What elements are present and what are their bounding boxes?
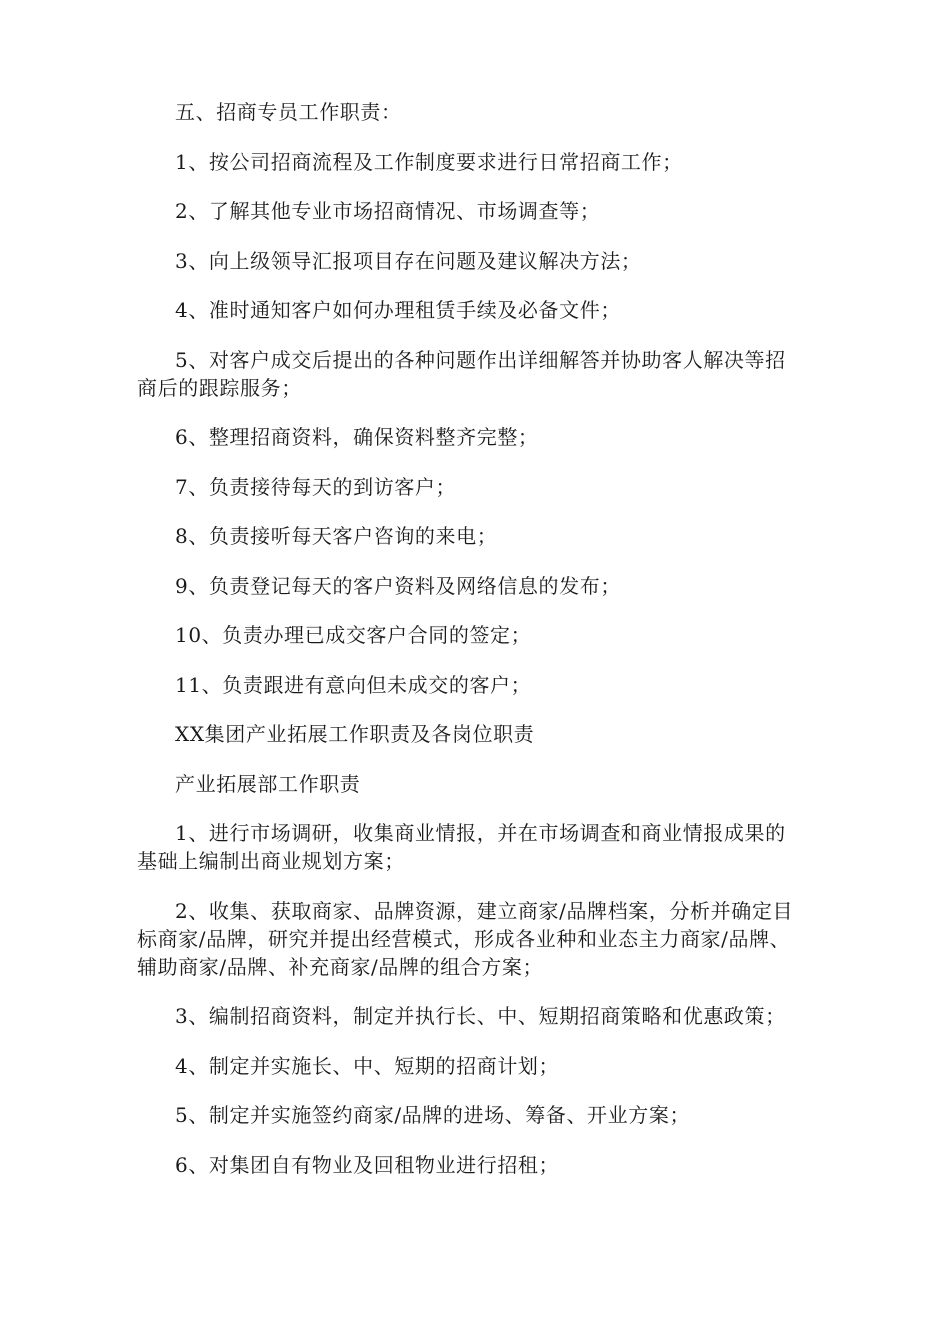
- duty-item: 3、编制招商资料，制定并执行长、中、短期招商策略和优惠政策；: [175, 1004, 786, 1028]
- duty-item: 1、进行市场调研，收集商业情报，并在市场调查和商业情报成果的基础上编制出商业规划方案；: [137, 821, 786, 873]
- duty-item: 8、负责接听每天客户咨询的来电；: [175, 524, 498, 548]
- section-heading-group-expansion: XX集团产业拓展工作职责及各岗位职责: [175, 722, 535, 746]
- duty-item: 4、准时通知客户如何办理租赁手续及必备文件；: [175, 298, 621, 322]
- duty-item: 7、负责接待每天的到访客户；: [175, 474, 457, 499]
- duty-item: 4、制定并实施长、中、短期的招商计划；: [175, 1053, 560, 1078]
- duty-item: 10、负责办理已成交客户合同的签定；: [175, 623, 532, 647]
- duty-item: 6、对集团自有物业及回租物业进行招租；: [175, 1152, 560, 1177]
- document-body: [137, 98, 797, 1200]
- section-heading-expansion-dept: 产业拓展部工作职责: [175, 771, 361, 796]
- duty-item: 2、收集、获取商家、品牌资源，建立商家/品牌档案，分析并确定目标商家/品牌，研究并提出经营模式，形成各业种和业态主力商家/品牌、辅助商家/品牌、补充商家/品牌的组合方案；: [137, 898, 794, 979]
- duty-item: 3、向上级领导汇报项目存在问题及建议解决方法；: [175, 248, 642, 273]
- duty-item: 11、负责跟进有意向但未成交的客户；: [175, 672, 532, 697]
- duty-item: 6、整理招商资料，确保资料整齐完整；: [175, 425, 539, 449]
- duty-item: 9、负责登记每天的客户资料及网络信息的发布；: [175, 573, 621, 598]
- duty-item: 5、对客户成交后提出的各种问题作出详细解答并协助客人解决等招商后的跟踪服务；: [137, 347, 786, 400]
- duty-item: 5、制定并实施签约商家/品牌的进场、筹备、开业方案；: [175, 1103, 691, 1127]
- section-heading-sales-specialist: 五、招商专员工作职责：: [175, 100, 402, 124]
- duty-item: 2、了解其他专业市场招商情况、市场调查等；: [175, 199, 601, 223]
- duty-item: 1、按公司招商流程及工作制度要求进行日常招商工作；: [175, 149, 683, 174]
